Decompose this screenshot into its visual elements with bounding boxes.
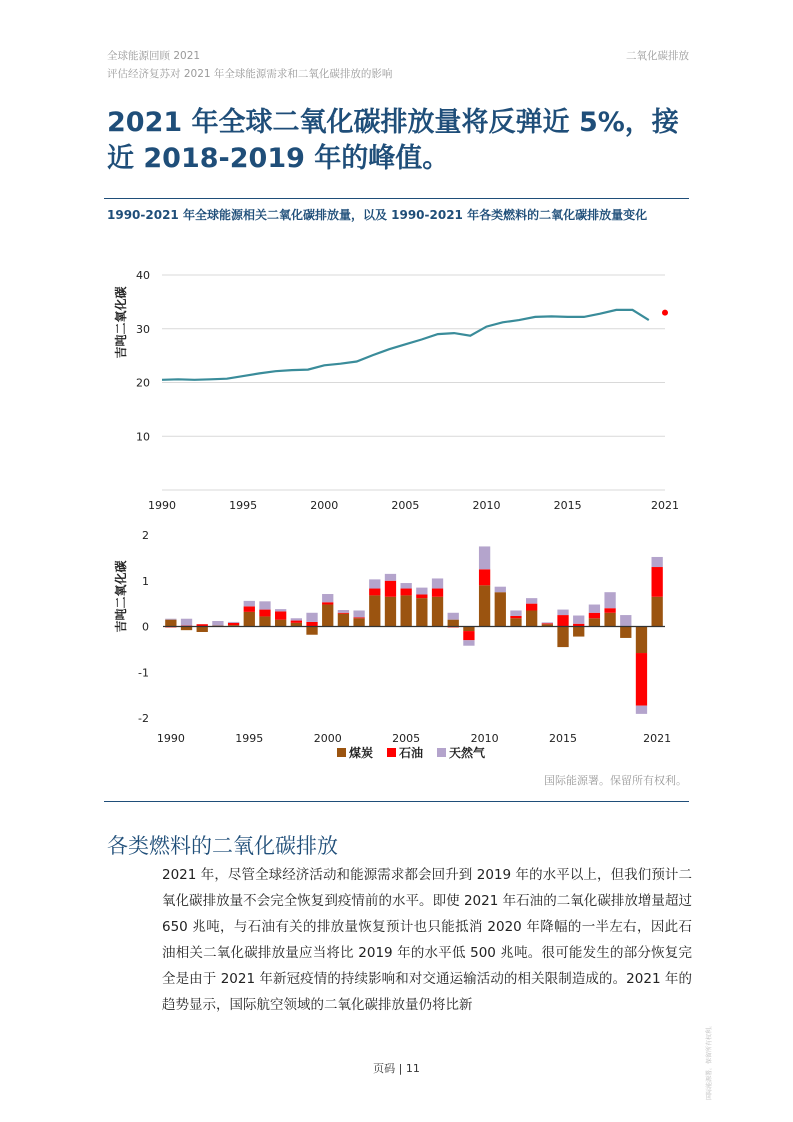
bar-gas-1993	[212, 621, 223, 626]
bar-xtick-2000: 2000	[313, 732, 342, 745]
bar-xtick-2010: 2010	[470, 732, 499, 745]
figure-caption: 1990-2021 年全球能源相关二氧化碳排放量，以及 1990-2021 年各类燃料的二氧化碳排放量变化	[107, 208, 648, 222]
bar-gas-2017	[589, 605, 600, 613]
bar-gas-1995	[244, 601, 255, 606]
header-report-title: 全球能源回顾 2021	[107, 50, 201, 62]
bar-coal-2003	[369, 595, 380, 626]
bar-coal-2012	[510, 618, 521, 626]
bar-gas-2003	[369, 579, 380, 588]
bar-gas-1991	[181, 619, 192, 626]
bar-coal-1997	[275, 620, 286, 627]
bar-gas-1997	[275, 609, 286, 611]
bar-coal-2017	[589, 618, 600, 626]
line-xtick-2021: 2021	[651, 499, 679, 512]
bar-oil-2014	[542, 623, 553, 624]
bar-coal-2009	[463, 627, 474, 632]
bar-ytick-0: 0	[142, 620, 149, 634]
bar-gas-2014	[542, 622, 553, 623]
bar-gas-2021	[652, 557, 663, 567]
bar-oil-2004	[385, 581, 396, 597]
bar-gas-2000	[322, 594, 333, 602]
bar-gas-2001	[338, 610, 349, 613]
bar-coal-2001	[338, 614, 349, 627]
page-number: 页码 | 11	[373, 1062, 420, 1075]
line-ytick-40: 40	[136, 269, 150, 282]
bar-coal-2013	[526, 610, 537, 626]
bar-gas-2013	[526, 598, 537, 603]
bar-oil-2007	[432, 589, 443, 597]
bar-coal-2015	[557, 627, 568, 648]
line-ytick-20: 20	[136, 376, 150, 390]
bar-coal-1990	[165, 620, 176, 627]
bar-gas-2004	[385, 574, 396, 581]
bar-oil-1997	[275, 611, 286, 619]
bar-xtick-2005: 2005	[392, 732, 421, 745]
bar-gas-2006	[416, 588, 427, 595]
line-ytick-30: 30	[136, 322, 150, 336]
bar-gas-1996	[259, 601, 270, 609]
legend-label-oil: 石油	[399, 746, 424, 760]
bar-oil-2002	[353, 617, 364, 618]
bar-oil-1996	[259, 610, 270, 617]
bar-oil-2010	[479, 569, 490, 585]
bar-coal-2011	[495, 592, 506, 626]
bar-gas-2018	[604, 592, 615, 608]
bar-gas-1990	[165, 619, 176, 620]
bar-coal-2010	[479, 585, 490, 626]
body-paragraph: 2021 年，尽管全球经济活动和能源需求都会回升到 2019 年的水平以上，但我们预计二氧化碳排放量不会完全恢复到疫情前的水平。即使 2021 年石油的二氧化碳排放增量超过 650 兆吨，与石油有关的排放量恢复预计也只能抵消 2020 年降幅的一半左右，因此石油相关二氧化碳排放量应当将比 2019 年的水平低 500 兆吨。很可能发生的部分恢复完全是由于 2021 年新冠疫情的持续影响和对交通运输活动的相关限制造成的。2021 年的趋势显示，国际航空领域的二氧化碳排放量仍将比新	[162, 867, 692, 1013]
bar-coal-2007	[432, 597, 443, 627]
bar-oil-2006	[416, 594, 427, 598]
legend-swatch-oil	[387, 748, 396, 757]
line-xtick-1990: 1990	[148, 499, 176, 512]
line-series-emissions	[162, 310, 649, 380]
line-ylabel: 吉吨二氧化碳	[114, 286, 128, 359]
bar-oil-2021	[652, 567, 663, 597]
bar-gas-1998	[291, 618, 302, 620]
header-report-subtitle: 评估经济复苏对 2021 年全球能源需求和二氧化碳排放的影响	[107, 68, 393, 80]
bar-gas-2008	[448, 613, 459, 620]
bar-oil-2015	[557, 615, 568, 626]
bar-gas-1994	[228, 622, 239, 623]
bar-coal-2008	[448, 620, 459, 627]
bar-oil-1994	[228, 623, 239, 625]
bar-coal-2021	[652, 597, 663, 627]
bar-ytick--2: -2	[138, 712, 149, 725]
bar-oil-2012	[510, 616, 521, 618]
line-xtick-2015: 2015	[553, 499, 582, 512]
bar-oil-2005	[401, 589, 412, 596]
bar-coal-1995	[244, 612, 255, 627]
bar-ylabel: 吉吨二氧化碳	[114, 560, 128, 633]
bar-gas-2020	[636, 706, 647, 714]
bar-chart-fuel-changes	[113, 529, 671, 760]
bar-ytick-1: 1	[142, 574, 149, 588]
header-section-name: 二氧化碳排放	[626, 50, 689, 62]
bar-xtick-2021: 2021	[643, 732, 672, 745]
line-ytick-10: 10	[136, 430, 150, 444]
section-heading: 各类燃料的二氧化碳排放	[107, 834, 338, 858]
bar-ytick-2: 2	[142, 529, 149, 542]
bar-oil-1999	[306, 622, 317, 627]
bar-coal-2005	[401, 595, 412, 626]
bar-xtick-1990: 1990	[156, 732, 185, 745]
bar-gas-2005	[401, 583, 412, 588]
bar-coal-2020	[636, 627, 647, 654]
bar-xtick-1995: 1995	[235, 732, 264, 745]
bar-coal-1999	[306, 627, 317, 635]
bar-oil-2018	[604, 608, 615, 613]
bar-oil-2017	[589, 613, 600, 618]
bar-coal-1992	[197, 627, 208, 632]
bar-oil-1998	[291, 621, 302, 623]
legend-label-coal: 煤炭	[349, 746, 374, 760]
bar-gas-2012	[510, 610, 521, 615]
line-point-2021-estimate	[662, 310, 668, 316]
bar-oil-2013	[526, 604, 537, 611]
line-xtick-2005: 2005	[391, 499, 420, 512]
bar-coal-1996	[259, 616, 270, 626]
bar-gas-2009	[463, 640, 474, 645]
bar-gas-2007	[432, 578, 443, 588]
bar-gas-2010	[479, 546, 490, 569]
bar-xtick-2015: 2015	[549, 732, 578, 745]
bar-coal-2004	[385, 597, 396, 627]
side-copyright-note: 国际能源署。保留所有权利。	[706, 1021, 713, 1100]
bar-gas-2019	[620, 615, 631, 626]
bar-coal-2018	[604, 613, 615, 627]
bar-gas-1999	[306, 613, 317, 622]
bar-coal-2016	[573, 627, 584, 637]
legend-swatch-coal	[337, 748, 346, 757]
bar-oil-2009	[463, 631, 474, 640]
bottom-divider	[104, 801, 689, 802]
figure-credit: 国际能源署。保留所有权利。	[544, 774, 687, 787]
legend-swatch-gas	[437, 748, 446, 757]
bar-coal-2019	[620, 627, 631, 638]
line-xtick-2000: 2000	[310, 499, 339, 512]
bar-gas-2011	[495, 587, 506, 592]
bar-gas-2002	[353, 610, 364, 617]
bar-oil-2001	[338, 613, 349, 614]
bar-gas-2016	[573, 616, 584, 624]
bar-oil-1995	[244, 606, 255, 611]
bar-oil-2020	[636, 653, 647, 706]
bar-oil-2003	[369, 589, 380, 596]
bar-coal-2002	[353, 618, 364, 626]
bar-coal-2000	[322, 605, 333, 627]
line-chart-emissions	[113, 269, 679, 512]
bar-gas-2015	[557, 610, 568, 615]
line-xtick-1995: 1995	[229, 499, 258, 512]
bar-ytick--1: -1	[138, 666, 149, 680]
bar-oil-2000	[322, 602, 333, 604]
legend-label-gas: 天然气	[449, 746, 486, 760]
page-title: 2021 年全球二氧化碳排放量将反弹近 5%，接近 2018-2019 年的峰值。	[107, 107, 679, 174]
bar-coal-2006	[416, 598, 427, 626]
line-xtick-2010: 2010	[472, 499, 501, 512]
